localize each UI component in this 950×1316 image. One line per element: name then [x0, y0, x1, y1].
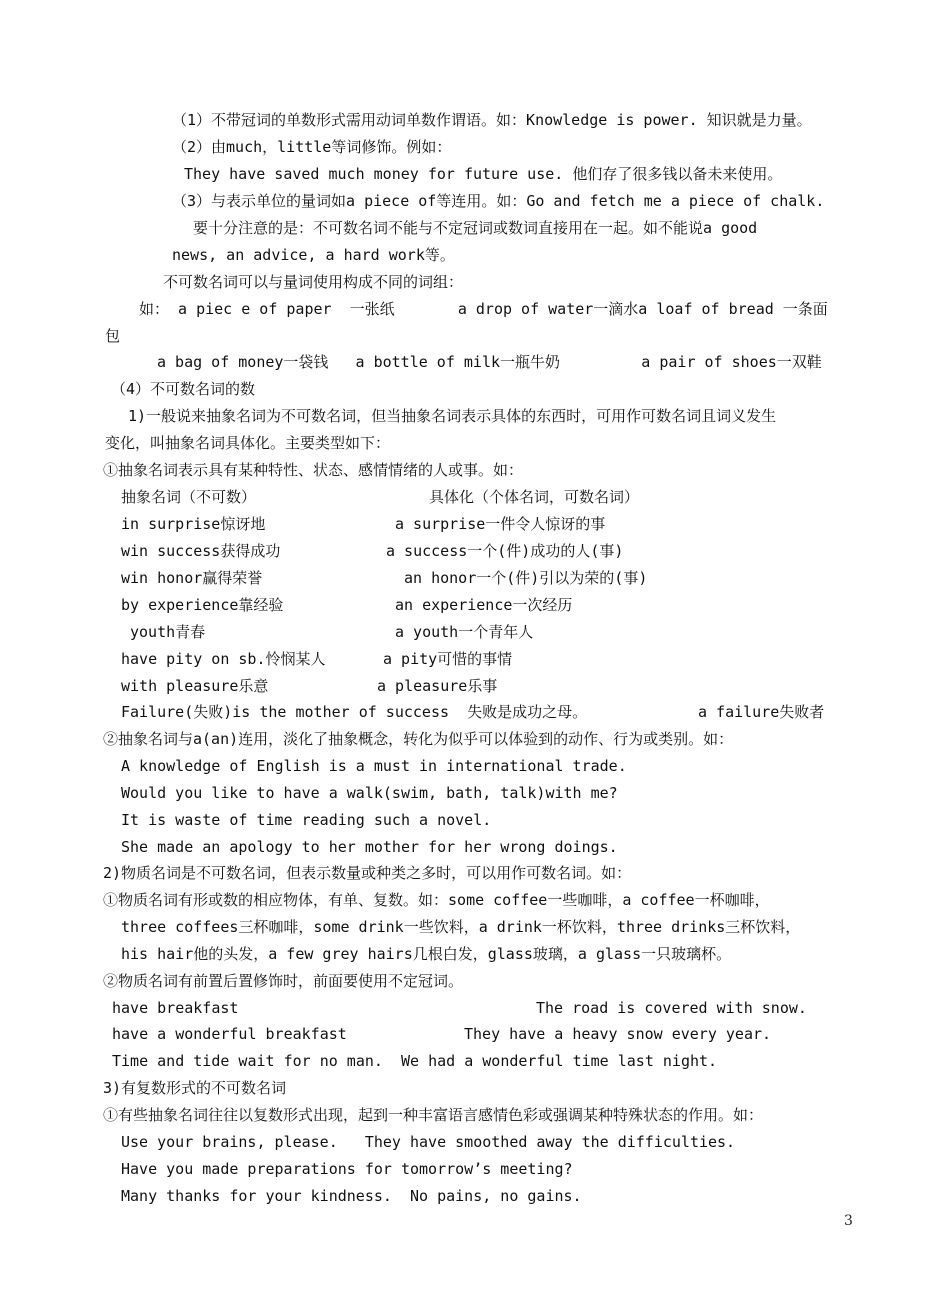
- m2-row-right: The road is covered with snow.: [536, 999, 807, 1017]
- table-header-left: 抽象名词（不可数）: [121, 488, 257, 506]
- measure-line-1: 如： a piec e of paper 一张纸 a drop of water一滴水a loaf of bread 一条面: [139, 300, 828, 318]
- pair-left: in surprise惊讶地: [121, 515, 266, 533]
- rule-2: （2）由much，little等词修饰。例如：: [172, 138, 452, 156]
- para-3: 3)有复数形式的不可数名词: [103, 1079, 287, 1097]
- para-1-line-2: 变化，叫抽象名词具体化。主要类型如下：: [105, 434, 391, 452]
- example-sentence: Use your brains, please. They have smoothed away the difficulties.: [121, 1133, 736, 1151]
- type-1: ①抽象名词表示具有某种特性、状态、感情情绪的人或事。如：: [103, 461, 524, 479]
- rule-1: （1）不带冠词的单数形式需用动词单数作谓语。如：Knowledge is power. 知识就是力量。: [172, 111, 812, 129]
- measure-line-2: a bag of money一袋钱 a bottle of milk一瓶牛奶 a pair of shoes一双鞋: [157, 353, 822, 371]
- para-3-type-1: ①有些抽象名词往往以复数形式出现，起到一种丰富语言感情色彩或强调某种特殊状态的作用。如：: [103, 1106, 764, 1124]
- m2-last: Time and tide wait for no man. We had a wonderful time last night.: [112, 1052, 718, 1070]
- material-1-line-3: his hair他的头发，a few grey hairs几根白发，glass玻璃，a glass一只玻璃杯。: [121, 945, 732, 963]
- section-4-heading: （4）不可数名词的数: [111, 380, 256, 398]
- page-number: 3: [844, 1213, 853, 1229]
- pair-left: win honor赢得荣誉: [121, 569, 263, 587]
- pair-right: an honor一个(件)引以为荣的(事): [404, 569, 648, 587]
- material-1-line-2: three coffees三杯咖啡，some drink一些饮料，a drink一杯饮料，three drinks三杯饮料，: [121, 918, 801, 936]
- material-2: ②物质名词有前置后置修饰时，前面要使用不定冠词。: [103, 972, 464, 990]
- pair-right: a pity可惜的事情: [383, 650, 513, 668]
- example-sentence: Would you like to have a walk(swim, bath, talk)with me?: [121, 784, 618, 802]
- example-sentence: It is waste of time reading such a novel.: [121, 811, 492, 829]
- m2-row-left: have breakfast: [112, 999, 239, 1017]
- pair-right: a pleasure乐事: [377, 677, 498, 695]
- pair-right: an experience一次经历: [395, 596, 573, 614]
- failure-right: a failure失败者: [698, 703, 825, 721]
- measure-line-1-wrap: 包: [105, 327, 121, 345]
- type-2: ②抽象名词与a(an)连用，淡化了抽象概念，转化为似乎可以体验到的动作、行为或类别。如：: [103, 730, 734, 748]
- measure-intro: 不可数名词可以与量词使用构成不同的词组：: [163, 273, 464, 291]
- pair-left: youth青春: [130, 623, 206, 641]
- pair-left: have pity on sb.怜悯某人: [121, 650, 326, 668]
- m2-row-right: They have a heavy snow every year.: [464, 1025, 772, 1043]
- failure-line: Failure(失败)is the mother of success 失败是成功之母。: [121, 703, 588, 721]
- rule-3: （3）与表示单位的量词如a piece of等连用。如：Go and fetch me a piece of chalk.: [172, 192, 825, 210]
- pair-left: with pleasure乐意: [121, 677, 269, 695]
- pair-left: win success获得成功: [121, 542, 281, 560]
- para-1-line-1: 1)一般说来抽象名词为不可数名词，但当抽象名词表示具体的东西时，可用作可数名词且词义发生: [128, 407, 777, 425]
- pair-right: a youth一个青年人: [395, 623, 534, 641]
- example-sentence: A knowledge of English is a must in international trade.: [121, 757, 627, 775]
- note-line-1: 要十分注意的是：不可数名词不能与不定冠词或数词直接用在一起。如不能说a good: [193, 219, 758, 237]
- table-header-right: 具体化（个体名词，可数名词）: [429, 488, 640, 506]
- m2-row-left: have a wonderful breakfast: [112, 1025, 347, 1043]
- material-1-line-1: ①物质名词有形或数的相应物体，有单、复数。如：some coffee一些咖啡，a coffee一杯咖啡，: [103, 891, 770, 909]
- pair-right: a surprise一件令人惊讶的事: [395, 515, 606, 533]
- pair-right: a success一个(件)成功的人(事): [386, 542, 624, 560]
- para-2: 2)物质名词是不可数名词，但表示数量或种类之多时，可以用作可数名词。如：: [103, 864, 632, 882]
- note-line-2: news, an advice, a hard work等。: [172, 246, 455, 264]
- example-sentence: She made an apology to her mother for her wrong doings.: [121, 838, 618, 856]
- pair-left: by experience靠经验: [121, 596, 284, 614]
- example-sentence: Many thanks for your kindness. No pains, no gains.: [121, 1187, 582, 1205]
- rule-2-example: They have saved much money for future use. 他们存了很多钱以备未来使用。: [184, 165, 783, 183]
- example-sentence: Have you made preparations for tomorrow’s meeting?: [121, 1160, 573, 1178]
